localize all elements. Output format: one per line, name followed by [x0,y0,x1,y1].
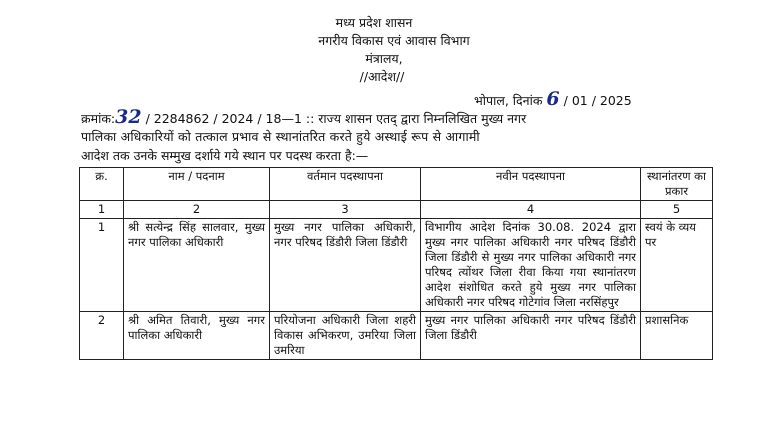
date-rest: / 01 / 2025 [563,93,632,108]
col-number: 5 [641,201,713,219]
row-transfer-type: स्वयं के व्यय पर [641,219,713,312]
order-text-2: पालिका अधिकारियों को तत्काल प्रभाव से स्थानांतरित करते हुये अस्थाई रूप से आगामी [81,129,480,144]
date-day-handwritten: 6 [546,88,560,110]
date-prefix: भोपाल, दिनांक [474,93,543,108]
row-name: श्री सत्येन्द्र सिंह सालवार, मुख्य नगर पालिका अधिकारी [124,219,270,312]
table-row [80,219,713,312]
col-header-name: नाम / पदनाम [124,168,270,201]
order-title: //आदेश// [359,69,405,84]
table-number-row [80,201,713,219]
order-number-handwritten: 32 [115,106,142,128]
col-header-current: वर्तमान पदस्थापना [270,168,421,201]
ministry-label: मंत्रालय, [365,51,403,66]
order-text-1: / 2284862 / 2024 / 18—1 :: राज्य शासन एतद् द्वारा निम्नलिखित मुख्य नगर [145,111,527,126]
row-sno: 1 [80,219,124,312]
table-row [80,312,713,360]
col-number: 1 [80,201,124,219]
col-header-type: स्थानांतरण का प्रकार [641,168,713,201]
transfer-table [79,167,713,360]
row-sno: 2 [80,312,124,360]
row-current-posting: मुख्य नगर पालिका अधिकारी, नगर परिषद डिंडौरी जिला डिंडौरी [270,219,421,312]
row-current-posting: परियोजना अधिकारी जिला शहरी विकास अभिकरण, उमरिया जिला उमरिया [270,312,421,360]
row-new-posting: मुख्य नगर पालिका अधिकारी नगर परिषद डिंडौरी जिला डिंडौरी [421,312,641,360]
date-line [474,88,632,110]
order-text-3: आदेश तक उनके सम्मुख दर्शाये गये स्थान पर पदस्थ करता है:— [81,148,369,163]
col-number: 4 [421,201,641,219]
government-name: मध्य प्रदेश शासन [335,15,413,30]
order-number-line [81,108,691,128]
row-new-posting: विभागीय आदेश दिनांक 30.08. 2024 द्वारा मुख्य नगर पालिका अधिकारी नगर परिषद डिंडौरी जिला डिंडौरी से मुख्य नगर पालिका अधिकारी नगर परिषद त्योंथर जिला रीवा किया गया स्थानांतरण आदेश संशोधित करते हुये मुख्य नगर पालिका अधिकारी नगर परिषद गोटेगांव जिला नरसिंहपुर [421,219,641,312]
col-header-new: नवीन पदस्थापना [421,168,641,201]
col-number: 2 [124,201,270,219]
row-transfer-type: प्रशासनिक [641,312,713,360]
col-header-sno: क्र. [80,168,124,201]
department-name: नगरीय विकास एवं आवास विभाग [318,33,470,48]
row-name: श्री अमित तिवारी, मुख्य नगर पालिका अधिकारी [124,312,270,360]
order-prefix: क्रमांक: [81,111,116,126]
table-header-row [80,168,713,201]
col-number: 3 [270,201,421,219]
